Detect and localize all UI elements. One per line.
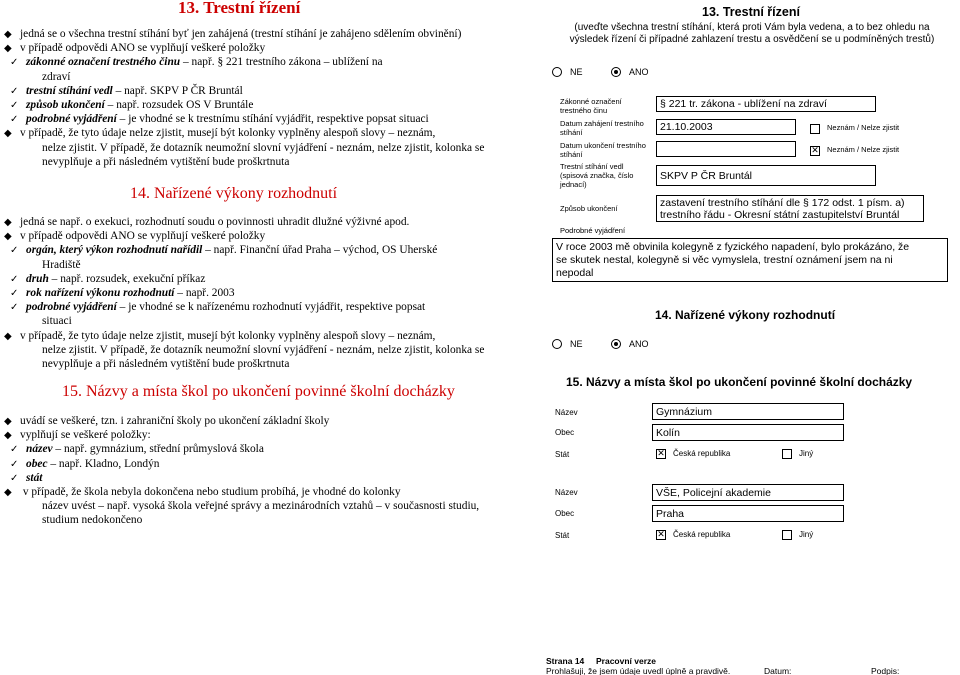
radio-13-ano[interactable] [611,67,621,77]
line-text: – např. Kladno, Londýn [47,457,160,470]
label-cr-1: Česká republika [673,449,731,458]
field-zpusob-ukonceni[interactable]: zastavení trestního stíhání dle § 172 odst. 1 písm. a) trestního řádu - Okresní státní zastupitelství Bruntál [656,195,924,222]
line-text: nelze zjistit. V případě, že dotazník neumožní slovní vyjádření - neznám, nelze zjistit, kolonka se [42,141,485,154]
line-text: nevyplňuje a při následném vytištění bude proškrtnuta [42,358,290,370]
line-text: jedná se o všechna trestní stíhání byť jen zahájená (trestní stíhání je zahájeno sdělením obvinění) [20,28,462,40]
diamond-bullet-icon: ◆ [4,43,12,55]
label-jiny-1: Jiný [799,449,814,458]
s14-line [10,300,425,315]
line-text: – např. Finanční úřad Praha – východ, OS Uherské [202,244,438,257]
label-datum-zahajeni: Datum zahájení trestního stíhání [560,119,644,137]
checkbox-cr-1[interactable]: ✕ [657,449,665,459]
field-datum-zahajeni[interactable]: 21.10.2003 [656,119,796,135]
field-zakonne-oznaceni[interactable]: § 221 tr. zákona - ublížení na zdraví [656,96,876,112]
diamond-bullet-icon: ◆ [4,416,12,427]
checkbox-jiny-1[interactable] [782,449,792,459]
footer-signature-label: Podpis: [871,666,900,675]
checkmark-icon: ✓ [10,85,19,97]
line-text: v případě, že tyto údaje nelze zjistit, musejí být kolonky vyplněny alespoň slovy – neznám, [20,329,436,342]
label-nezn-1: Neznám / Nelze zjistit [827,123,900,132]
bold-term: podrobné vyjádření [26,113,117,126]
label-zakonne-oznaceni: Zákonné označení trestného činu [560,97,622,115]
form-13-subtitle-1: (uveďte všechna trestní stíhání, která proti Vám byla vedena, a to bez ohledu na [574,22,930,33]
s14-line [4,215,409,230]
bold-term: stát [26,471,43,484]
line-text: vyplňují se veškeré položky: [20,429,151,442]
checkmark-icon: ✓ [10,114,19,126]
bold-term: trestní stíhání vedl [26,84,113,97]
line-text: v případě, že škola nebyla dokončena nebo studium probíhá, je vhodné do kolonky [20,486,401,498]
diamond-bullet-icon: ◆ [4,128,12,140]
label-jiny-2: Jiný [799,530,814,539]
form-13-subtitle-2: výsledek řízení či případné zahlazení trestu a osvědčení se u podmíněných trestů) [569,34,935,45]
s14-line [10,243,437,258]
bold-term: způsob ukončení [26,99,105,111]
label-nazev-1: Název [555,408,578,417]
diamond-bullet-icon: ◆ [4,231,12,243]
s15-line [10,471,42,486]
checkmark-icon: ✓ [10,444,19,456]
line-text: studium nedokončeno [42,514,143,527]
checkmark-icon: ✓ [10,288,19,299]
s13-line [26,141,484,155]
field-podrobne-vyjadreni[interactable]: V roce 2003 mě obvinila kolegyně z fyzického napadení, bylo prokázáno, že se skutek nestal, kolegyně si věc vymyslela, trestní oznámení jsem na ni nepodal [552,238,948,282]
section-15-heading: 15. Názvy a místa škol po ukončení povinné školní docházky [62,383,455,400]
label-nazev-2: Název [555,488,578,497]
s15-line [26,499,479,513]
s13-line [10,98,253,113]
s13-line [4,41,265,56]
line-text: jedná se např. o exekuci, rozhodnutí soudu o povinnosti uhradit dlužné výživné apod. [20,216,410,228]
s14-line [26,258,81,272]
radio-14-ano[interactable] [611,339,621,349]
s14-line [26,357,289,371]
line-text: – např. § 221 trestního zákona – ublížení na [180,56,383,69]
label-obec-1: Obec [555,428,575,437]
line-text: nelze zjistit. V případě, že dotazník neumožní slovní vyjádření - neznám, nelze zjistit, kolonka se [42,343,485,356]
checkmark-icon: ✓ [10,245,19,257]
line-text: uvádí se veškeré, tzn. i zahraniční školy po ukončení základní školy [20,415,330,427]
s13-line [4,27,461,42]
line-text: v případě, že tyto údaje nelze zjistit, musejí být kolonky vyplněny alespoň slovy – neznám, [20,127,436,140]
s15-line [10,442,264,457]
checkbox-cr-2[interactable]: ✕ [657,530,665,540]
bold-term: orgán, který výkon rozhodnutí nařídil [26,244,203,257]
footer-declaration: Prohlašuji, že jsem údaje uvedl úplně a pravdivě. [546,666,731,675]
checkbox-jiny-2[interactable] [782,530,792,540]
s13-line [10,55,383,70]
line-text: název uvést – např. vysoká škola veřejné správy a mezinárodních vztahů – v současnosti studiu, [42,500,480,513]
field-datum-ukonceni[interactable] [656,141,796,157]
s13-line [10,112,429,127]
s13-line [4,126,435,141]
line-text: – např. rozsudek OS V Bruntále [104,99,254,111]
checkmark-icon: ✓ [10,100,19,111]
form-13-title: 13. Trestní řízení [702,5,800,19]
bold-term: podrobné vyjádření [26,301,117,314]
bold-term: název [26,443,53,456]
bold-term: rok nařízení výkonu rozhodnutí [26,287,175,299]
checkmark-icon: ✓ [10,472,19,484]
label-cr-2: Česká republika [673,530,731,539]
s14-line [26,343,484,357]
field-nazev-1[interactable]: Gymnázium [652,403,844,420]
line-text: – je vhodné se k trestnímu stíhání vyjádřit, respektive popsat situaci [116,113,429,126]
s13-line [10,84,243,99]
radio-13-ne-label: NE [570,67,583,77]
bold-term: zákonné označení trestného činu [26,56,181,69]
line-text: v případě odpovědi ANO se vyplňují veškeré položky [20,230,266,243]
s15-line [4,428,151,443]
s15-line [4,414,329,429]
label-stat-2: Stát [555,531,570,540]
line-text: zdraví [42,70,71,83]
diamond-bullet-icon: ◆ [4,487,12,498]
line-text: – např. SKPV P ČR Bruntál [112,84,243,97]
s15-line [10,457,160,472]
radio-14-ne[interactable] [552,339,562,349]
line-text: situaci [42,315,72,328]
diamond-bullet-icon: ◆ [4,330,12,342]
label-zpusob-ukonceni: Způsob ukončení [560,204,618,213]
footer-page: Strana 14 [546,656,585,666]
line-text: Hradiště [42,258,81,271]
line-text: nevyplňuje a při následném vytištění bude proškrtnuta [42,155,290,168]
radio-14-ne-label: NE [570,339,583,349]
label-podrobne-vyjadreni: Podrobné vyjádření [560,226,626,235]
diamond-bullet-icon: ◆ [4,217,12,228]
line-text: v případě odpovědi ANO se vyplňují veškeré položky [20,42,266,55]
label-datum-ukonceni: Datum ukončení trestního stíhání [560,141,646,159]
bold-term: obec [26,457,48,470]
line-text: – např. rozsudek, exekuční příkaz [48,272,206,285]
checkmark-icon: ✓ [10,302,19,314]
section-13-heading: 13. Trestní řízení [178,0,301,17]
field-obec-1[interactable]: Kolín [652,424,844,441]
diamond-bullet-icon: ◆ [4,29,12,40]
field-obec-2[interactable]: Praha [652,505,844,522]
section-14-heading: 14. Nařízené výkony rozhodnutí [130,185,338,202]
form-14-title: 14. Nařízené výkony rozhodnutí [655,308,836,322]
s14-line [26,314,72,328]
form-panel [540,0,960,675]
s14-line [4,229,265,244]
field-nazev-2[interactable]: VŠE, Policejní akademie [652,484,844,501]
checkbox-nezn-datum-ukonceni[interactable]: ✕ [811,146,819,156]
footer-version: Pracovní verze [596,656,657,666]
checkmark-icon: ✓ [10,57,19,69]
form-15-title: 15. Názvy a místa škol po ukončení povinné školní docházky [566,375,913,389]
checkmark-icon: ✓ [10,458,19,470]
line-text: – např. gymnázium, střední průmyslová škola [52,443,264,456]
checkbox-nezn-datum-zahajeni[interactable] [810,124,820,134]
s14-line [10,272,205,287]
label-nezn-2: Neznám / Nelze zjistit [827,145,900,154]
footer-date-label: Datum: [764,666,792,675]
bold-term: druh [26,272,49,285]
line-text: – je vhodné se k nařízenému rozhodnutí vyjádřit, respektive popsat [116,301,426,314]
label-trestni-stihani-vedl: Trestní stíhání vedl (spisová značka, číslo jednací) [560,162,634,189]
s15-line [4,485,401,500]
diamond-bullet-icon: ◆ [4,430,12,442]
radio-13-ano-label: ANO [629,67,649,77]
checkmark-icon: ✓ [10,273,19,285]
s15-line [26,513,142,527]
s13-line [26,70,70,84]
s14-line [10,286,235,301]
label-stat-1: Stát [555,450,570,459]
s13-line [26,155,289,169]
line-text: – např. 2003 [174,287,235,299]
field-trestni-stihani-vedl[interactable]: SKPV P ČR Bruntál [656,165,876,186]
s14-line [4,329,435,344]
radio-14-ano-label: ANO [629,339,649,349]
radio-13-ne[interactable] [552,67,562,77]
label-obec-2: Obec [555,509,575,518]
